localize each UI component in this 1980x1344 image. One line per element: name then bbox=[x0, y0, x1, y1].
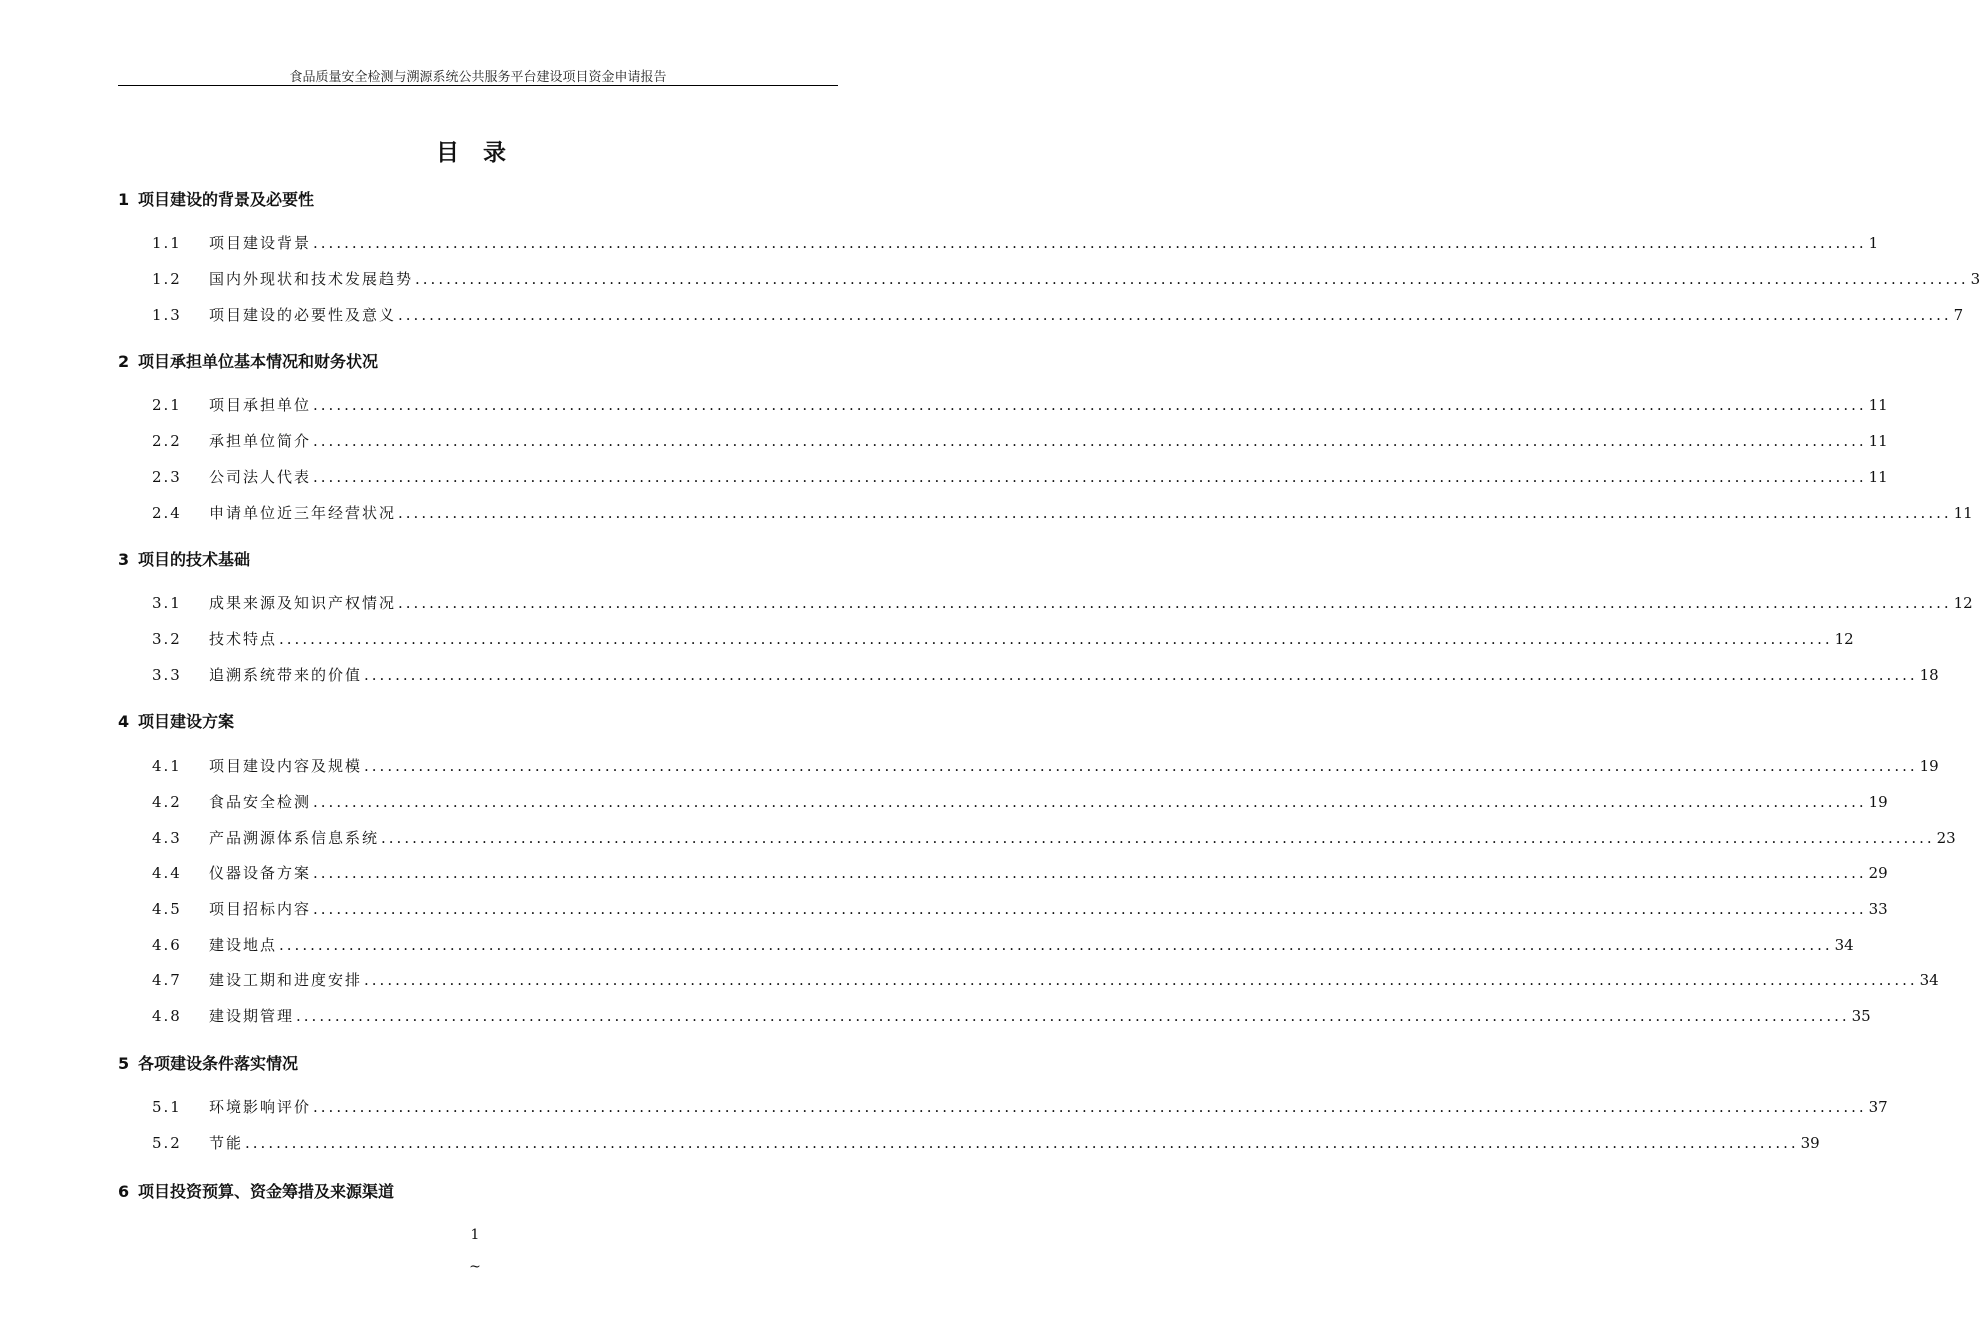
entry-page-number: 37 bbox=[1868, 1098, 1888, 1116]
entry-number: 4.1 bbox=[152, 757, 182, 775]
chapter-number: 3 bbox=[118, 550, 130, 569]
chapter-number: 5 bbox=[118, 1054, 130, 1073]
dot-leader: ........................................................................................................................................................................................................ bbox=[398, 594, 1952, 612]
dot-leader: ........................................................................................................................................................................................................ bbox=[364, 666, 1918, 684]
toc-entry-4-3[interactable] bbox=[152, 827, 1956, 849]
entry-number: 2.2 bbox=[152, 432, 182, 450]
entry-title: 国内外现状和技术发展趋势 bbox=[209, 270, 414, 288]
chapter-title: 项目的技术基础 bbox=[138, 550, 251, 569]
toc-chapter-1[interactable] bbox=[118, 187, 314, 210]
entry-number: 4.6 bbox=[152, 936, 182, 954]
dot-leader: ........................................................................................................................................................................................................ bbox=[364, 757, 1918, 775]
toc-chapter-5[interactable] bbox=[118, 1051, 298, 1074]
entry-title: 建设期管理 bbox=[209, 1007, 295, 1025]
entry-page-number: 11 bbox=[1868, 432, 1888, 450]
chapter-number: 1 bbox=[118, 190, 130, 209]
toc-entry-2-2[interactable] bbox=[152, 430, 1888, 452]
entry-number: 3.1 bbox=[152, 594, 182, 612]
toc-entry-1-2[interactable] bbox=[152, 268, 1980, 290]
entry-number: 3.3 bbox=[152, 666, 182, 684]
footer-mark: ~ bbox=[469, 1259, 481, 1275]
entry-page-number: 11 bbox=[1868, 396, 1888, 414]
dot-leader: ........................................................................................................................................................................................................ bbox=[313, 793, 1867, 811]
toc-entry-2-3[interactable] bbox=[152, 466, 1888, 488]
entry-page-number: 12 bbox=[1953, 594, 1973, 612]
dot-leader: ........................................................................................................................................................................................................ bbox=[415, 270, 1969, 288]
toc-chapter-3[interactable] bbox=[118, 547, 250, 570]
dot-leader: ........................................................................................................................................................................................................ bbox=[296, 1007, 1850, 1025]
dot-leader: ........................................................................................................................................................................................................ bbox=[279, 936, 1833, 954]
toc-entry-4-8[interactable] bbox=[152, 1005, 1871, 1027]
entry-title: 建设地点 bbox=[209, 936, 278, 954]
entry-number: 4.7 bbox=[152, 971, 182, 989]
entry-page-number: 35 bbox=[1851, 1007, 1871, 1025]
toc-entry-4-6[interactable] bbox=[152, 934, 1854, 956]
toc-title: 目 录 bbox=[435, 140, 514, 166]
entry-page-number: 29 bbox=[1868, 864, 1888, 882]
toc-entry-3-2[interactable] bbox=[152, 628, 1854, 650]
entry-page-number: 1 bbox=[1868, 234, 1879, 252]
dot-leader: ........................................................................................................................................................................................................ bbox=[313, 396, 1867, 414]
toc-entry-1-1[interactable] bbox=[152, 232, 1879, 254]
entry-page-number: 12 bbox=[1834, 630, 1854, 648]
dot-leader: ........................................................................................................................................................................................................ bbox=[381, 829, 1935, 847]
entry-title: 项目建设内容及规模 bbox=[209, 757, 363, 775]
entry-page-number: 33 bbox=[1868, 900, 1888, 918]
toc-entry-5-1[interactable] bbox=[152, 1096, 1888, 1118]
entry-title: 环境影响评价 bbox=[209, 1098, 312, 1116]
entry-title: 节能 bbox=[209, 1134, 244, 1152]
entry-title: 产品溯源体系信息系统 bbox=[209, 829, 380, 847]
dot-leader: ........................................................................................................................................................................................................ bbox=[279, 630, 1833, 648]
entry-page-number: 34 bbox=[1919, 971, 1939, 989]
entry-number: 4.5 bbox=[152, 900, 182, 918]
entry-page-number: 11 bbox=[1868, 468, 1888, 486]
toc-entry-1-3[interactable] bbox=[152, 304, 1964, 326]
page-number: 1 bbox=[470, 1227, 480, 1243]
dot-leader: ........................................................................................................................................................................................................ bbox=[313, 900, 1867, 918]
entry-title: 成果来源及知识产权情况 bbox=[209, 594, 397, 612]
entry-page-number: 19 bbox=[1868, 793, 1888, 811]
toc-entry-4-4[interactable] bbox=[152, 862, 1888, 884]
dot-leader: ........................................................................................................................................................................................................ bbox=[364, 971, 1918, 989]
entry-number: 4.2 bbox=[152, 793, 182, 811]
entry-page-number: 11 bbox=[1953, 504, 1973, 522]
entry-page-number: 34 bbox=[1834, 936, 1854, 954]
chapter-title: 项目承担单位基本情况和财务状况 bbox=[138, 352, 379, 371]
entry-title: 建设工期和进度安排 bbox=[209, 971, 363, 989]
entry-number: 5.2 bbox=[152, 1134, 182, 1152]
entry-title: 仪器设备方案 bbox=[209, 864, 312, 882]
toc-entry-4-5[interactable] bbox=[152, 898, 1888, 920]
entry-number: 5.1 bbox=[152, 1098, 182, 1116]
entry-number: 4.8 bbox=[152, 1007, 182, 1025]
dot-leader: ........................................................................................................................................................................................................ bbox=[245, 1134, 1799, 1152]
toc-entry-5-2[interactable] bbox=[152, 1132, 1820, 1154]
entry-page-number: 19 bbox=[1919, 757, 1939, 775]
dot-leader: ........................................................................................................................................................................................................ bbox=[313, 234, 1867, 252]
entry-number: 4.4 bbox=[152, 864, 182, 882]
entry-page-number: 3 bbox=[1970, 270, 1980, 288]
dot-leader: ........................................................................................................................................................................................................ bbox=[313, 1098, 1867, 1116]
chapter-number: 2 bbox=[118, 352, 130, 371]
chapter-title: 项目建设方案 bbox=[138, 712, 235, 731]
chapter-number: 4 bbox=[118, 712, 130, 731]
entry-title: 技术特点 bbox=[209, 630, 278, 648]
toc-entry-4-7[interactable] bbox=[152, 969, 1939, 991]
entry-page-number: 39 bbox=[1800, 1134, 1820, 1152]
entry-number: 1.3 bbox=[152, 306, 182, 324]
dot-leader: ........................................................................................................................................................................................................ bbox=[398, 504, 1952, 522]
entry-number: 1.1 bbox=[152, 234, 182, 252]
chapter-title: 项目投资预算、资金筹措及来源渠道 bbox=[138, 1182, 395, 1201]
entry-title: 项目承担单位 bbox=[209, 396, 312, 414]
toc-chapter-2[interactable] bbox=[118, 349, 378, 372]
entry-number: 2.3 bbox=[152, 468, 182, 486]
entry-number: 1.2 bbox=[152, 270, 182, 288]
dot-leader: ........................................................................................................................................................................................................ bbox=[313, 432, 1867, 450]
entry-title: 项目建设的必要性及意义 bbox=[209, 306, 397, 324]
chapter-title: 各项建设条件落实情况 bbox=[138, 1054, 299, 1073]
toc-entry-4-1[interactable] bbox=[152, 755, 1939, 777]
entry-number: 2.1 bbox=[152, 396, 182, 414]
chapter-title: 项目建设的背景及必要性 bbox=[138, 190, 315, 209]
toc-entry-2-1[interactable] bbox=[152, 394, 1888, 416]
toc-entry-3-1[interactable] bbox=[152, 592, 1973, 614]
toc-entry-2-4[interactable] bbox=[152, 502, 1973, 524]
entry-title: 项目建设背景 bbox=[209, 234, 312, 252]
entry-number: 4.3 bbox=[152, 829, 182, 847]
chapter-number: 6 bbox=[118, 1182, 130, 1201]
toc-chapter-4[interactable] bbox=[118, 709, 234, 732]
entry-number: 2.4 bbox=[152, 504, 182, 522]
entry-page-number: 18 bbox=[1919, 666, 1939, 684]
entry-page-number: 23 bbox=[1936, 829, 1956, 847]
toc-chapter-6[interactable] bbox=[118, 1179, 394, 1202]
entry-title: 追溯系统带来的价值 bbox=[209, 666, 363, 684]
dot-leader: ........................................................................................................................................................................................................ bbox=[313, 864, 1867, 882]
dot-leader: ........................................................................................................................................................................................................ bbox=[313, 468, 1867, 486]
header-rule bbox=[118, 85, 838, 86]
entry-title: 承担单位简介 bbox=[209, 432, 312, 450]
toc-entry-4-2[interactable] bbox=[152, 791, 1888, 813]
page-header-title: 食品质量安全检测与溯源系统公共服务平台建设项目资金申请报告 bbox=[289, 70, 667, 85]
entry-title: 食品安全检测 bbox=[209, 793, 312, 811]
dot-leader: ........................................................................................................................................................................................................ bbox=[398, 306, 1952, 324]
entry-title: 申请单位近三年经营状况 bbox=[209, 504, 397, 522]
entry-title: 项目招标内容 bbox=[209, 900, 312, 918]
entry-number: 3.2 bbox=[152, 630, 182, 648]
entry-page-number: 7 bbox=[1953, 306, 1964, 324]
entry-title: 公司法人代表 bbox=[209, 468, 312, 486]
toc-entry-3-3[interactable] bbox=[152, 664, 1939, 686]
